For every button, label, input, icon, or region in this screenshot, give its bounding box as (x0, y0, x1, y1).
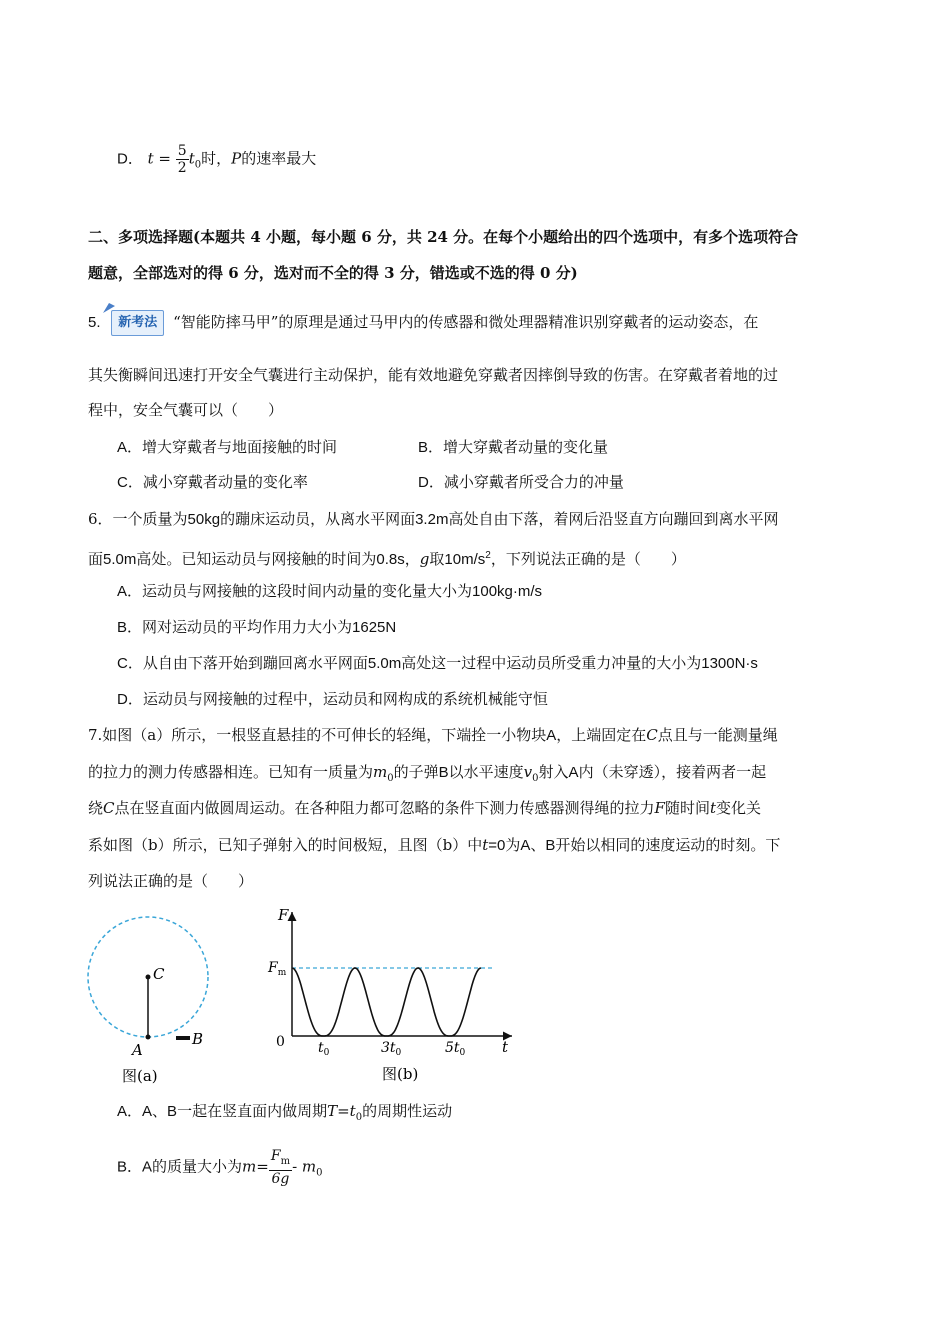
figure-a (80, 905, 220, 1090)
new-method-badge: 新考法 (111, 310, 164, 336)
tick-5t0: $5t_0$ (445, 1040, 466, 1058)
point-c (146, 975, 151, 980)
label-b: B (192, 1030, 204, 1048)
q6-option-a: A．运动员与网接触的这段时间内动量的变化量大小为100kg·m/s (117, 582, 543, 600)
q5-stem-line1: 5. 新考法 “智能防摔马甲”的原理是通过马甲内的传感器和微处理器精准识别穿戴者的运动姿态，在 (88, 310, 758, 336)
tick-3t0: $3t_0$ (381, 1040, 402, 1058)
block-a (146, 1035, 151, 1040)
bullet-b (176, 1036, 190, 1040)
q5-option-a: A．增大穿戴者与地面接触的时间 (117, 438, 338, 456)
q7-option-b: B．A的质量大小为m= $\frac{F_m}{6g}$ - $m_0$ (117, 1148, 323, 1187)
axis-f-label: F (278, 906, 289, 924)
axis-t-label: t (502, 1038, 509, 1056)
fraction-5-2: $\frac{5}{2}$ (177, 143, 187, 176)
q5-option-b: B．增大穿戴者动量的变化量 (418, 438, 609, 456)
q5-option-c: C．减小穿戴者动量的变化率 (117, 473, 308, 491)
q6-stem-line1: 6．一个质量为50kg的蹦床运动员，从离水平网面3.2m高处自由下落，着网后沿竖直方向蹦回到离水平网 (88, 510, 779, 528)
q5-stem-line3: 程中，安全气囊可以（ ） (88, 401, 284, 419)
q7-option-a: A．A、B一起在竖直面内做周期$T=t_0$的周期性运动 (117, 1102, 453, 1123)
q4-option-d: D． t = $\frac{5}{2}$ $t_0$时，P的速率最大 (117, 143, 317, 176)
figure-b (262, 902, 522, 1090)
origin-label: 0 (276, 1034, 285, 1050)
section-2-header-line2: 题意，全部选对的得 6 分，选对而不全的得 3 分，错选或不选的得 0 分) (88, 264, 578, 282)
q7-stem-line1: 7.如图（a）所示，一根竖直悬挂的不可伸长的轻绳，下端拴一小物块A，上端固定在C点且与一能测量绳 (88, 726, 778, 744)
q7-stem-line3: 绕C点在竖直面内做圆周运动。在各种阻力都可忽略的条件下测力传感器测得绳的拉力F随时间t变化关 (88, 799, 761, 817)
q7-stem-line5: 列说法正确的是（ ） (88, 872, 254, 890)
section-2-header-line1: 二、多项选择题(本题共 4 小题，每小题 6 分，共 24 分。在每个小题给出的四个选项中，有多个选项符合 (88, 228, 799, 246)
force-curve (292, 968, 481, 1036)
q6-option-c: C．从自由下落开始到蹦回离水平网面5.0m高处这一过程中运动员所受重力冲量的大小为1300N·s (117, 654, 758, 672)
q7-stem-line4: 系如图（b）所示，已知子弹射入的时间极短，且图（b）中t=0为A、B开始以相同的速度运动的时刻。下 (88, 836, 781, 854)
figure-a-caption: 图(a) (122, 1067, 158, 1085)
q5-option-d: D．减小穿戴者所受合力的冲量 (418, 473, 624, 491)
figure-b-caption: 图(b) (382, 1065, 419, 1083)
q6-stem-line2: 面5.0m高处。已知运动员与网接触的时间为0.8s，g取$10m/s^2$，下列说法正确的是（ ） (88, 550, 686, 568)
fm-label: $F_m$ (268, 960, 287, 978)
q5-stem-line2: 其失衡瞬间迅速打开安全气囊进行主动保护，能有效地避免穿戴者因摔倒导致的伤害。在穿戴者着地的过 (88, 366, 779, 384)
label-c: C (153, 965, 165, 983)
q6-option-b: B．网对运动员的平均作用力大小为1625N (117, 618, 397, 636)
q6-option-d: D．运动员与网接触的过程中，运动员和网构成的系统机械能守恒 (117, 690, 548, 708)
flag-icon (102, 302, 116, 314)
q7-stem-line2: 的拉力的测力传感器相连。已知有一质量为$m_0$的子弹B以水平速度$v_0$射入A内（未穿透），接着两者一起 (88, 763, 767, 784)
tick-t0: $t_0$ (318, 1040, 330, 1058)
fraction-fm-6g: $\frac{F_m}{6g}$ (270, 1148, 291, 1187)
label-a: A (132, 1041, 143, 1059)
